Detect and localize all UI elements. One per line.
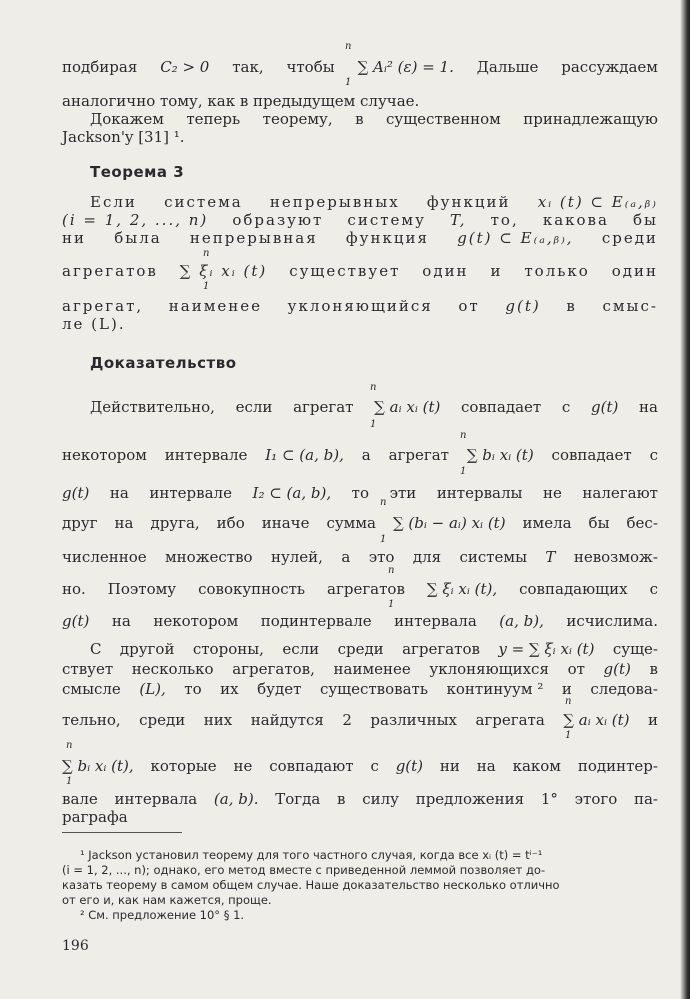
word: агрегата [475,711,545,729]
text-line: аналогично тому, как в предыдущем случае. [62,92,420,110]
theorem-heading: Теорема 3 [90,163,185,181]
word: g(t) [395,757,424,775]
word: некотором [62,446,147,464]
word: на [111,612,131,630]
word: смыс- [602,297,658,315]
word: то, [490,211,519,229]
word: в [566,297,577,315]
word: один [611,262,658,280]
theorem-line [62,297,658,315]
word: среди [139,711,186,729]
proof-line [62,757,658,775]
proof-line [62,790,658,808]
word: g(t) [62,612,90,630]
footnote-2: ² См. предложение 10° § 1. [80,908,245,922]
word: так, [232,58,264,76]
sum-upper-limit: n [388,565,395,576]
word: не [233,757,253,775]
proof-line [62,446,658,464]
word: этого [574,790,618,808]
word: силу [362,790,399,808]
theorem-line [90,193,658,211]
word: g(t) [62,484,90,502]
text-line [62,58,658,76]
footnote-1: ¹ Jackson установил теорему для того частного случая, когда все xᵢ (t) = tⁱ⁻¹ [80,848,543,862]
word: принадлежащую [523,110,658,128]
word: 1° [540,790,558,808]
sum-lower-limit: 1 [565,730,572,741]
word: то [184,680,202,698]
word: T [545,548,556,566]
sum-upper-limit: n [380,497,387,508]
word: Действительно, [90,398,215,416]
sum-upper-limit: n [203,248,210,259]
sum-upper-limit: n [565,696,572,707]
word: в [649,660,658,678]
word: совпадающих [519,580,628,598]
word: Тогда [275,790,321,808]
proof-line [62,548,658,566]
word: только [524,262,590,280]
sum-lower-limit: 1 [203,281,210,292]
word: ∑ Aᵢ² (ε) = 1. [357,58,454,76]
word: друг [62,514,98,532]
word: y = ∑ ξᵢ xᵢ (t) [498,640,595,658]
word: ∑ bᵢ xᵢ (t), [62,757,134,775]
theorem-line: ле (L). [62,315,126,333]
word: рассуждаем [561,58,658,76]
word: подбирая [62,58,138,76]
word: друга, [150,514,200,532]
word: и [561,680,572,698]
word: наименее [333,660,411,678]
word: и [490,262,503,280]
word: суще- [612,640,658,658]
word: среди [601,229,658,247]
word: с [561,398,571,416]
word: для [412,548,442,566]
word: эти [389,484,417,502]
word: агрегат, [62,297,144,315]
word: будет [257,680,302,698]
theorem-line [62,229,658,247]
word: нулей, [270,548,323,566]
word: совпадает [551,446,632,464]
word: совокупность [198,580,306,598]
word: каком [512,757,561,775]
word: если [235,398,273,416]
word: (i = 1, 2, ..., n) [62,211,209,229]
word: непрерывная [189,229,318,247]
sum-upper-limit: n [460,430,467,441]
word: сумма [326,514,376,532]
word: налегают [582,484,658,502]
word: интервалы [436,484,523,502]
word: в [337,790,346,808]
text-line [90,110,658,128]
word: агрегат [293,398,354,416]
word: на [476,757,496,775]
word: Докажем [90,110,164,128]
word: система [164,193,243,211]
text-line: Jackson'y [31] ¹. [62,128,185,146]
word: найдутся [250,711,324,729]
proof-line [90,640,658,658]
word: теорему, [262,110,333,128]
word: (L), [139,680,166,698]
word: подинтервале [260,612,372,630]
word: (a, b). [213,790,259,808]
word: функций [426,193,511,211]
proof-line [90,398,658,416]
word: совпадают [269,757,354,775]
word: g(t) [505,297,541,315]
sum-lower-limit: 1 [380,534,387,545]
word: бы [588,514,610,532]
word: исчислима. [566,612,658,630]
word: агрегат [388,446,449,464]
word: па- [633,790,658,808]
proof-heading: Доказательство [90,354,237,372]
word: континуум ² [446,680,544,698]
word: них [203,711,233,729]
word: ∑ ξᵢ xᵢ (t) [179,262,268,280]
word: тельно, [62,711,121,729]
word: на [114,514,134,532]
word: интервала [114,790,198,808]
word: теперь [186,110,241,128]
word: то [351,484,370,502]
word: различных [370,711,457,729]
word: совпадает [461,398,542,416]
sum-lower-limit: 1 [370,419,377,430]
word: смысле [62,680,121,698]
word: ∑ aᵢ xᵢ (t) [374,398,441,416]
word: систему [347,211,426,229]
word: численное [62,548,147,566]
word: их [220,680,239,698]
word: на [109,484,129,502]
word: интервала [394,612,477,630]
word: Дальше [476,58,539,76]
word: T, [449,211,467,229]
theorem-line [62,262,658,280]
word: это [368,548,395,566]
proof-line [62,580,658,598]
word: стороны, [192,640,264,658]
word: бес- [626,514,658,532]
sum-upper-limit: n [370,382,377,393]
proof-line [62,484,658,502]
word: (a, b), [499,612,544,630]
word: g(t) ⊂ E₍ₐ,ᵦ₎, [457,229,574,247]
word: Поэтому [107,580,177,598]
word: другой [119,640,175,658]
proof-line [62,711,658,729]
page-edge-shadow [680,0,690,999]
word: ни [62,229,86,247]
word: ни [439,757,460,775]
word: вале [62,790,98,808]
word: в [355,110,364,128]
proof-line: раграфа [62,808,128,826]
word: g(t) [603,660,631,678]
word: уклоняющийся [287,297,433,315]
word: ∑ (bᵢ − aᵢ) xᵢ (t) [392,514,506,532]
word: С [90,640,102,658]
word: с [649,580,658,598]
word: подинтер- [577,757,658,775]
word: с [649,446,658,464]
proof-line [62,660,658,678]
sum-upper-limit: n [66,740,73,751]
word: но. [62,580,86,598]
word: а [341,548,351,566]
word: которые [150,757,217,775]
word: несколько [131,660,214,678]
word: множество [165,548,253,566]
word: имела [522,514,572,532]
word: существенном [386,110,501,128]
footnote-1-line: казать теорему в самом общем случае. Наше доказательство несколько отлично [62,878,560,892]
word: I₂ ⊂ (a, b), [252,484,332,502]
word: интервале [164,446,248,464]
word: интервале [149,484,232,502]
word: непрерывных [269,193,400,211]
word: ствует [62,660,114,678]
word: существует [289,262,401,280]
word: Если [90,193,137,211]
word: от [458,297,480,315]
proof-line [62,514,658,532]
word: существовать [319,680,429,698]
sum-lower-limit: 1 [388,599,395,610]
word: ибо [216,514,245,532]
word: I₁ ⊂ (a, b), [265,446,344,464]
word: некотором [153,612,239,630]
word: агрегатов, [232,660,315,678]
word: на [639,398,658,416]
word: чтобы [286,58,335,76]
word: бы [633,211,658,229]
word: функция [345,229,429,247]
word: ∑ ξᵢ xᵢ (t), [426,580,498,598]
word: агрегатов [327,580,405,598]
word: агрегатов [402,640,480,658]
word: с [370,757,379,775]
word: агрегатов [62,262,158,280]
word: наименее [168,297,263,315]
word: один [422,262,469,280]
theorem-line [62,211,658,229]
sum-lower-limit: 1 [66,776,73,787]
footnote-1-line: (i = 1, 2, ..., n); однако, его метод вместе с приведенной леммой позволяет до- [62,863,546,877]
word: xᵢ (t) ⊂ E₍ₐ,ᵦ₎ [537,193,658,211]
proof-line [62,612,658,630]
word: следова- [590,680,658,698]
word: а [361,446,371,464]
word: среди [337,640,384,658]
sum-lower-limit: 1 [460,466,467,477]
word: системы [459,548,528,566]
word: ∑ bᵢ xᵢ (t) [466,446,534,464]
word: какова [542,211,609,229]
word: и [647,711,658,729]
word: от [567,660,585,678]
word: ∑ aᵢ xᵢ (t) [563,711,630,729]
word: g(t) [590,398,619,416]
word: уклоняющихся [429,660,549,678]
word: невозмож- [573,548,658,566]
word: образуют [232,211,324,229]
word: не [543,484,562,502]
word: 2 [342,711,352,729]
word: если [282,640,320,658]
word: иначе [261,514,310,532]
footnote-rule [62,832,182,833]
page-number: 196 [62,938,89,954]
word: C₂ > 0 [160,58,210,76]
word: предложения [415,790,525,808]
sum-upper-limit: n [345,41,352,52]
footnote-1-line: от его и, как нам кажется, проще. [62,893,272,907]
word: была [114,229,162,247]
sum-lower-limit: 1 [345,77,352,88]
